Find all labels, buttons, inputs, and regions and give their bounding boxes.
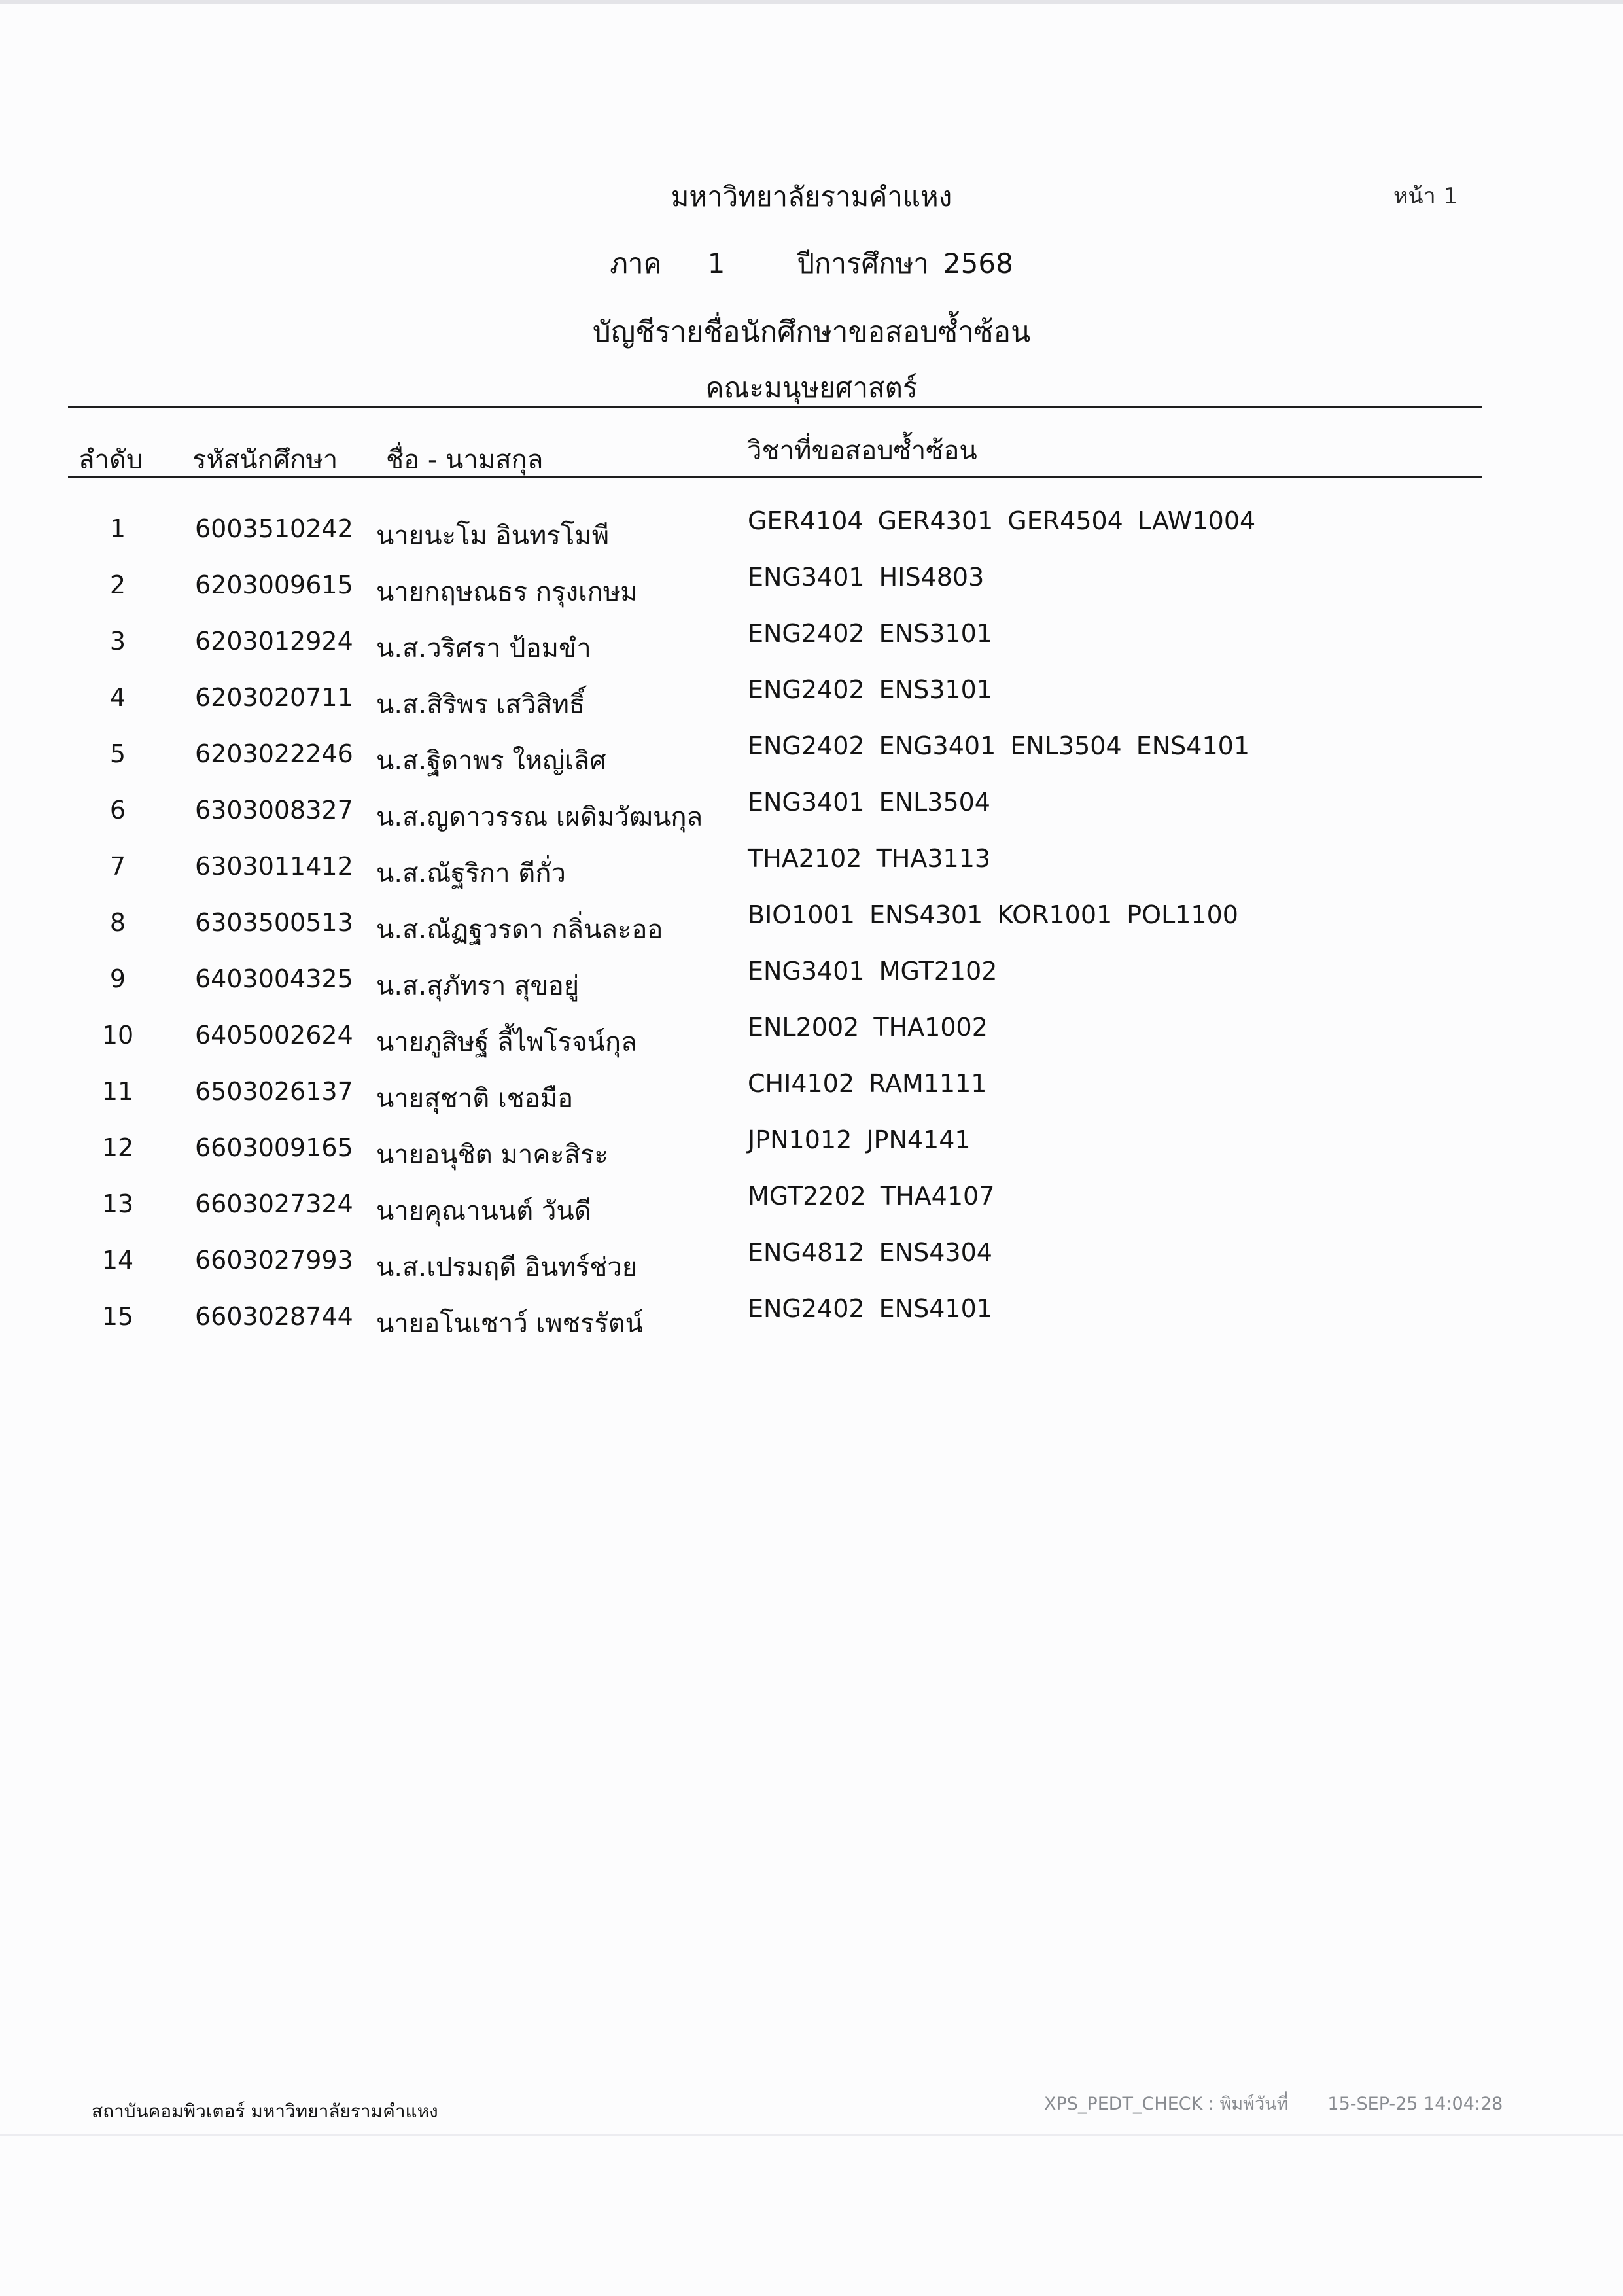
row-courses: BIO1001 ENS4301 KOR1001 POL1100 xyxy=(748,900,1238,929)
row-order: 5 xyxy=(109,739,126,768)
row-student-id: 6603027324 xyxy=(195,1190,353,1218)
row-courses: ENL2002 THA1002 xyxy=(748,1013,988,1042)
year-value: 2568 xyxy=(943,247,1013,279)
row-order: 7 xyxy=(109,852,126,881)
footer-institute: สถาบันคอมพิวเตอร์ มหาวิทยาลัยรามคำแหง xyxy=(92,2100,438,2122)
row-student-name: น.ส.ณัฏฐวรดา กลิ่นละออ xyxy=(376,915,663,945)
faculty-name: คณะมนุษยศาสตร์ xyxy=(705,372,918,404)
row-student-name: น.ส.วริศรา ป้อมขำ xyxy=(376,633,591,663)
column-header-order: ลำดับ xyxy=(79,445,143,475)
row-order: 14 xyxy=(101,1246,134,1275)
row-order: 15 xyxy=(101,1302,134,1331)
row-student-id: 6503026137 xyxy=(195,1077,353,1106)
university-name: มหาวิทยาลัยรามคำแหง xyxy=(671,181,952,213)
row-order: 9 xyxy=(109,964,126,993)
row-student-name: น.ส.เปรมฤดี อินทร์ช่วย xyxy=(376,1252,638,1282)
row-order: 12 xyxy=(101,1133,134,1162)
row-student-id: 6203020711 xyxy=(195,683,353,712)
table-top-rule xyxy=(68,406,1482,408)
row-order: 3 xyxy=(109,627,126,656)
row-student-name: นายอนุชิต มาคะสิระ xyxy=(376,1140,608,1170)
page-value: 1 xyxy=(1443,183,1458,209)
row-courses: THA2102 THA3113 xyxy=(748,844,991,873)
row-student-id: 6003510242 xyxy=(195,514,353,543)
term-year-line xyxy=(0,242,1623,285)
row-courses: ENG2402 ENG3401 ENL3504 ENS4101 xyxy=(748,732,1249,760)
row-courses: ENG3401 MGT2102 xyxy=(748,957,998,985)
row-order: 6 xyxy=(109,796,126,824)
row-order: 1 xyxy=(109,514,126,543)
column-header-student-id: รหัสนักศึกษา xyxy=(192,445,338,475)
row-order: 4 xyxy=(109,683,126,712)
row-order: 13 xyxy=(101,1190,134,1218)
row-courses: ENG3401 HIS4803 xyxy=(748,563,985,592)
row-student-name: น.ส.สุภัทรา สุขอยู่ xyxy=(376,971,580,1001)
page-number xyxy=(1393,178,1457,213)
row-student-name: นายคุณานนต์ วันดี xyxy=(376,1196,591,1226)
row-student-name: น.ส.ณัฐริกา ตีกั่ว xyxy=(376,858,566,889)
row-order: 10 xyxy=(101,1021,134,1050)
page-label: หน้า xyxy=(1393,183,1436,209)
footer-print-info xyxy=(1044,2089,1503,2117)
row-courses: MGT2202 THA4107 xyxy=(748,1182,995,1210)
row-student-name: น.ส.ญดาวรรณ เผดิมวัฒนกุล xyxy=(376,802,703,832)
table-header-rule xyxy=(68,476,1482,478)
row-courses: JPN1012 JPN4141 xyxy=(748,1125,971,1154)
row-student-id: 6603028744 xyxy=(195,1302,353,1331)
row-order: 2 xyxy=(109,571,126,599)
footer-report-code: XPS_PEDT_CHECK : พิมพ์วันที่ xyxy=(1044,2094,1289,2114)
row-student-name: น.ส.สิริพร เสวิสิทธิ์ xyxy=(376,690,585,720)
row-courses: ENG2402 ENS3101 xyxy=(748,675,992,704)
row-student-name: นายนะโม อินทรโมพี xyxy=(376,521,610,551)
row-student-name: นายสุชาติ เชอมือ xyxy=(376,1084,574,1114)
row-courses: ENG4812 ENS4304 xyxy=(748,1238,992,1267)
row-order: 11 xyxy=(101,1077,134,1106)
scan-fold-line xyxy=(0,2134,1623,2136)
table-row xyxy=(0,1294,1623,1358)
row-student-id: 6603027993 xyxy=(195,1246,353,1275)
row-student-name: นายกฤษณธร กรุงเกษม xyxy=(376,577,638,607)
row-student-id: 6203012924 xyxy=(195,627,353,656)
scan-edge xyxy=(0,0,1623,4)
column-header-courses: วิชาที่ขอสอบซ้ำซ้อน xyxy=(747,436,977,466)
row-courses: ENG3401 ENL3504 xyxy=(748,788,990,817)
document-title: บัญชีรายชื่อนักศึกษาขอสอบซ้ำซ้อน xyxy=(592,315,1031,349)
row-student-id: 6403004325 xyxy=(195,964,353,993)
row-courses: GER4104 GER4301 GER4504 LAW1004 xyxy=(748,506,1256,535)
column-header-name: ชื่อ - นามสกุล xyxy=(386,445,544,475)
year-label: ปีการศึกษา xyxy=(797,247,929,279)
row-student-id: 6203022246 xyxy=(195,739,353,768)
row-student-id: 6603009165 xyxy=(195,1133,353,1162)
row-courses: ENG2402 ENS3101 xyxy=(748,619,992,648)
row-student-id: 6405002624 xyxy=(195,1021,353,1050)
footer-printed-at: 15-SEP-25 14:04:28 xyxy=(1327,2094,1503,2114)
term-value: 1 xyxy=(707,247,725,279)
row-student-id: 6303500513 xyxy=(195,908,353,937)
row-student-id: 6303008327 xyxy=(195,796,353,824)
row-courses: CHI4102 RAM1111 xyxy=(748,1069,987,1098)
row-student-id: 6303011412 xyxy=(195,852,353,881)
row-courses: ENG2402 ENS4101 xyxy=(748,1294,992,1323)
term-label: ภาค xyxy=(610,247,662,279)
row-student-name: น.ส.ฐิดาพร ใหญ่เลิศ xyxy=(376,746,606,776)
row-order: 8 xyxy=(109,908,126,937)
row-student-name: นายภูสิษฐ์ ลี้ไพโรจน์กุล xyxy=(376,1027,637,1057)
row-student-name: นายอโนเชาว์ เพชรรัตน์ xyxy=(376,1309,644,1339)
row-student-id: 6203009615 xyxy=(195,571,353,599)
